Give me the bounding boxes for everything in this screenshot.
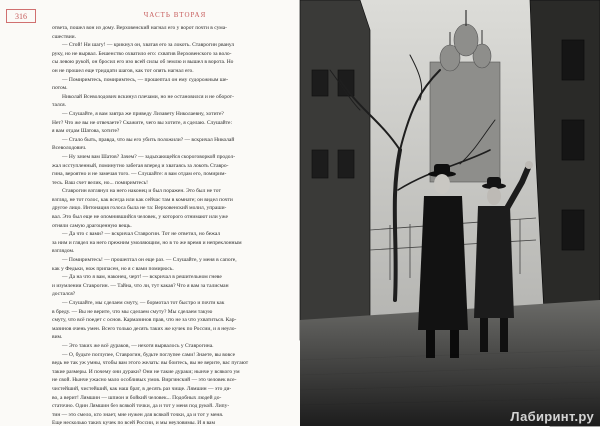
body-text bbox=[52, 24, 296, 427]
text-line: и изумлении Ставрогин. — Тайна, что ли, тут какая? Что я вам за талисман bbox=[52, 282, 229, 289]
text-line: — Помиримтесь! — прошептал он еще раз. — Слушайте, у меня в сапоге, bbox=[62, 257, 237, 264]
text-line: во, а верит! Лямшин — шпион и бойкий человек... Подобных людей до- bbox=[52, 394, 222, 401]
text-line: такие размеры. И почему они дураки? Они не такие дураки; нынче у всякого ум bbox=[52, 368, 240, 375]
text-line: чистейший, чистейший, как наш брат, в десять раз чище. Лямшин — это ди- bbox=[52, 385, 232, 392]
text-line: тин — это смело, кто знает, мне нужен для всякой точки, да и тот у меня. bbox=[52, 411, 224, 418]
page-number: 316 bbox=[6, 9, 36, 23]
text-line: взгляд, не тот голос, как всегда или как сейчас там в комнате; он видел почти bbox=[52, 196, 233, 203]
text-line: другое лицо. Интонация голоса была не та: Верховенский молил, упраши- bbox=[52, 205, 227, 212]
text-line: вал. Это был еще не опомнившийся человек, у которого отнимают или уже bbox=[52, 214, 228, 221]
text-line: жал исступленный, поминутно забегая вперед и хватаясь за локоть Ставро- bbox=[52, 162, 229, 169]
text-line: — Стало быть, правда, что вы его убить положили? — вскричал Николай bbox=[62, 136, 235, 143]
text-line: вим. bbox=[52, 334, 63, 341]
text-line: — Слушайте, мы сделаем смуту, — бормотал тот быстро и почти как bbox=[62, 300, 225, 306]
page-header bbox=[0, 8, 300, 24]
text-line: — Помиримтесь, помиримтесь, — прошептал он ему судорожным ше- bbox=[62, 76, 229, 83]
text-line: тесь. Ваш счет велик, но... помиримтесь! bbox=[52, 179, 148, 186]
text-line: — О, будьте поглупее, Ставрогин, будьте поглупее сами! Знаете, вы вовсе bbox=[62, 351, 236, 358]
text-line: руку, но не вырвал. Бешенство охватило его: схватив Верховенского за воло- bbox=[52, 50, 232, 57]
text-line: ответа, пошел вон из дому. Верховенский нагнал его у ворот почти в сума- bbox=[52, 25, 227, 31]
text-line: сы левою рукой, он бросил его изо всей силы об землю и вышел в ворота. Но bbox=[52, 59, 234, 66]
text-line: — Да что с вами? — вскричал Ставрогин. Тот не ответил, но бежал bbox=[62, 231, 221, 238]
left-building bbox=[300, 0, 370, 340]
text-line: гина, вероятно и не замечая того. — Слушайте: я вам отдам его, помирим- bbox=[52, 171, 227, 178]
text-line: — Да на что я вам, наконец, черт! — вскричал в решительном гневе bbox=[62, 274, 222, 281]
text-line: потом. bbox=[52, 85, 68, 92]
text-line: — Слушайте, я вам завтра же приведу Лизавету Николаевну, хотите? bbox=[62, 110, 224, 117]
text-line: за ним и глядел на него прежним умоляющим, но в то же время и непреклонным bbox=[52, 239, 242, 246]
text-line: как у Федьки, нож припасен, но я с вами помирюсь. bbox=[52, 265, 174, 272]
text-line: мазинов очень умен. Всего только десять таких же кучек по России, и я неуло- bbox=[52, 325, 237, 332]
text-line: Еще несколько таких кучек по всей России, и мы неуловимы. И я вам bbox=[52, 420, 215, 427]
illustration-page bbox=[300, 0, 600, 426]
text-line: статочно. Один Лямшин без всякой точки, да и тот у меня под рукой. Липу- bbox=[52, 403, 230, 410]
text-line: достался? bbox=[52, 291, 76, 298]
text-line: Николай Всеволодович вскинул плечами, но не остановился и не оборот- bbox=[62, 93, 234, 100]
illustration bbox=[300, 0, 600, 426]
text-line: Ставрогин взглянул на него наконец и был поражен. Это был не тот bbox=[62, 188, 221, 195]
text-line: взглядом. bbox=[52, 248, 75, 255]
text-line: смуту, что всё поедет с основ. Кармазинов прав, что не за что ухватиться. Кар- bbox=[52, 317, 237, 324]
text-line: не свой. Нынче ужасно мало особливых умов. Виргинский — это человек все- bbox=[52, 377, 237, 384]
watermark: Лабиринт.ру bbox=[510, 409, 594, 424]
text-line: — Ну зачем вам Шатов? Зачем? — задыхающейся скороговоркой продол- bbox=[62, 153, 236, 160]
text-line: Всеволодович. bbox=[52, 145, 87, 152]
running-head: ЧАСТЬ ВТОРАЯ bbox=[143, 11, 207, 19]
text-line: в бреду. — Вы не верите, что мы сделаем смуту? Мы сделаем такую bbox=[52, 308, 213, 315]
text-line: я вам отдам Шатова, хотите? bbox=[52, 128, 120, 135]
text-line: сшествии. bbox=[52, 33, 76, 40]
text-line: — Это таких же всё дураков, — нехотя вырвалось у Ставрогина. bbox=[62, 342, 214, 349]
text-line: тался. bbox=[52, 102, 67, 109]
text-line: ведь не так уж умны, чтобы вам этого желать: вы боитесь, вы не верите, вас пугают bbox=[52, 360, 249, 367]
text-line: Нет? Что же вы не отвечаете? Скажите, чего вы хотите, я сделаю. Слушайте: bbox=[52, 119, 232, 126]
text-line: — Стой! Ни шагу! — крикнул он, хватая его за локоть. Ставрогин рванул bbox=[62, 42, 235, 49]
text-line: отняли самую драгоценную вещь. bbox=[52, 222, 132, 229]
text-line: он не прошел еще тридцати шагов, как тот опять нагнал его. bbox=[52, 67, 194, 74]
left-page bbox=[0, 0, 300, 426]
